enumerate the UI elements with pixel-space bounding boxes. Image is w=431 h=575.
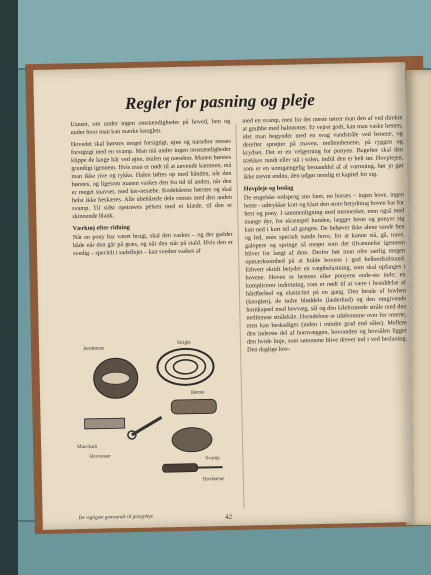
dark-background-edge	[0, 0, 18, 575]
book-page	[33, 62, 415, 530]
page-number: 42	[225, 512, 233, 522]
grooming-tools-illustration	[75, 321, 239, 509]
right-para-2: De engelske ordsprog sno fæet, no horses – ingen hove, ingen heste - udtrykker kort og klart den store betydning hoven har for hest og pony. I sammenligning med mennesker, men også med mange dyr, for eksempel hunden, lægger heste og ponyer sig kun ned i kort tid ad gangen. De behøver ikke alene sunde ben og led, men specielt sunde hove, for at kunne stå, gå, trave, galopere og springe så meget som det tilvænnelse igennem bliver for langt af dem. Derfor bør man ofre særlig megen opmærksomhed på at holde hovene i god helbredstilstand. Ethvert skridt betyder en vægtbelastning, som skal opfanges i hovene. Hoven er hestens eller ponyens ende-ste inde; en komplicerer indretning, som er nødt til at være i besiddelse af hårdførhed og elasticitet på en gang. Den består af hovben (knoglen), de indre bløddele (læderhud) og den omgivende hornkapsel med hovvæg, sål og den kileformede stråle med den mellemste strålekile. Horndelene er ufølsomme over for smerte, men kan beskadiges (inden i mindre grad end såler). Mellem den inderste del af hornvæggen, hovranden og hovsålen ligger den hvide linje, som sømmene blive drevet ind i ved beslaning. Den daglige hov-	[243, 191, 408, 354]
right-column	[242, 114, 407, 358]
tool-label-strigle: Strigle	[176, 339, 191, 346]
right-subheading: Hovpleje og beslag	[243, 184, 294, 193]
tool-label-børste: Børste	[190, 389, 205, 396]
hovbørste-handle	[198, 467, 223, 468]
left-column	[70, 118, 233, 262]
svamp-drawing	[172, 427, 212, 452]
man-kam-drawing	[85, 418, 125, 429]
tool-label-hovbørste: Hovbørste	[202, 476, 225, 483]
strigle-ring	[173, 360, 197, 374]
strigle-ring	[165, 354, 205, 379]
børste-drawing	[171, 399, 216, 414]
page-heading: Regler for pasning og pleje	[124, 90, 316, 114]
illustration-caption: De vigtigste genstande til ponypleje.	[78, 513, 155, 522]
tool-label-man-kam: Man-kam	[77, 443, 98, 451]
left-para-2: Hovedet skal børstes meget forsigtigt, øjne og næsebor renses forsigtigt med en svamp. Man må under ingen omstændigheder klippe de lange hår ved øjne, mulen og næsebor. Manen børstes grundigt igennem. Hvis man er nødt til at anvende kammen, må man ikke rive og rykke. Halen løftes op med hånden, når den børstes, og ligesom manen vaskes den fra tid til anden, når den er meget snavset, med ker-nesæbe. Kodehårene børstes og skal helst ikke beskæres. Alle ubehårede dele renses med den anden svamp. Til sidst opstrøves pelsen med et klæde, til den er skinnende blank.	[70, 137, 233, 221]
left-intro: Uanset, om under ingen omstændigheder på hoved, hen og under hvor man kan mærke knoglen.	[70, 117, 231, 137]
tool-label-svamp: Svamp	[205, 455, 220, 462]
hovbørste-drawing	[163, 464, 198, 473]
left-subheading: Værktøj efter ridning	[72, 223, 130, 233]
jernbørste-strap	[102, 372, 130, 385]
hovrenser-drawing	[132, 417, 162, 435]
left-para-3: Når en pony har været brugt, skal den vaskes – og der gælder både når den går på græs, og når den står på stald. Hvis den er svedig – specielt i sadellejet – kan sveden vaskes af	[72, 230, 233, 258]
right-para-1: med en svamp, men for det meste tørrer man den af ved direkte at gnubbe med halmtotter. Er vejret godt, kan man vaske hesten, idet man begynder med en svag vandstråle ved benene, og derefter sprøjter på maven, mellembenene, på ryggen og krydset. Det er en velgerning for ponyen. Bagefter skal den trækkes rundt eller stå i solen, indtil den er helt tør. Hovplejen, som er en uomgængelig bestanddel af al varmning, hør jo gøt ikke nævnt endnu, den udgør nemlig et kapitel for sig.	[242, 114, 404, 181]
tool-label-jernbørste: Jernbørste	[83, 345, 105, 352]
tool-label-hovrenser: Hovrenser	[89, 453, 112, 460]
